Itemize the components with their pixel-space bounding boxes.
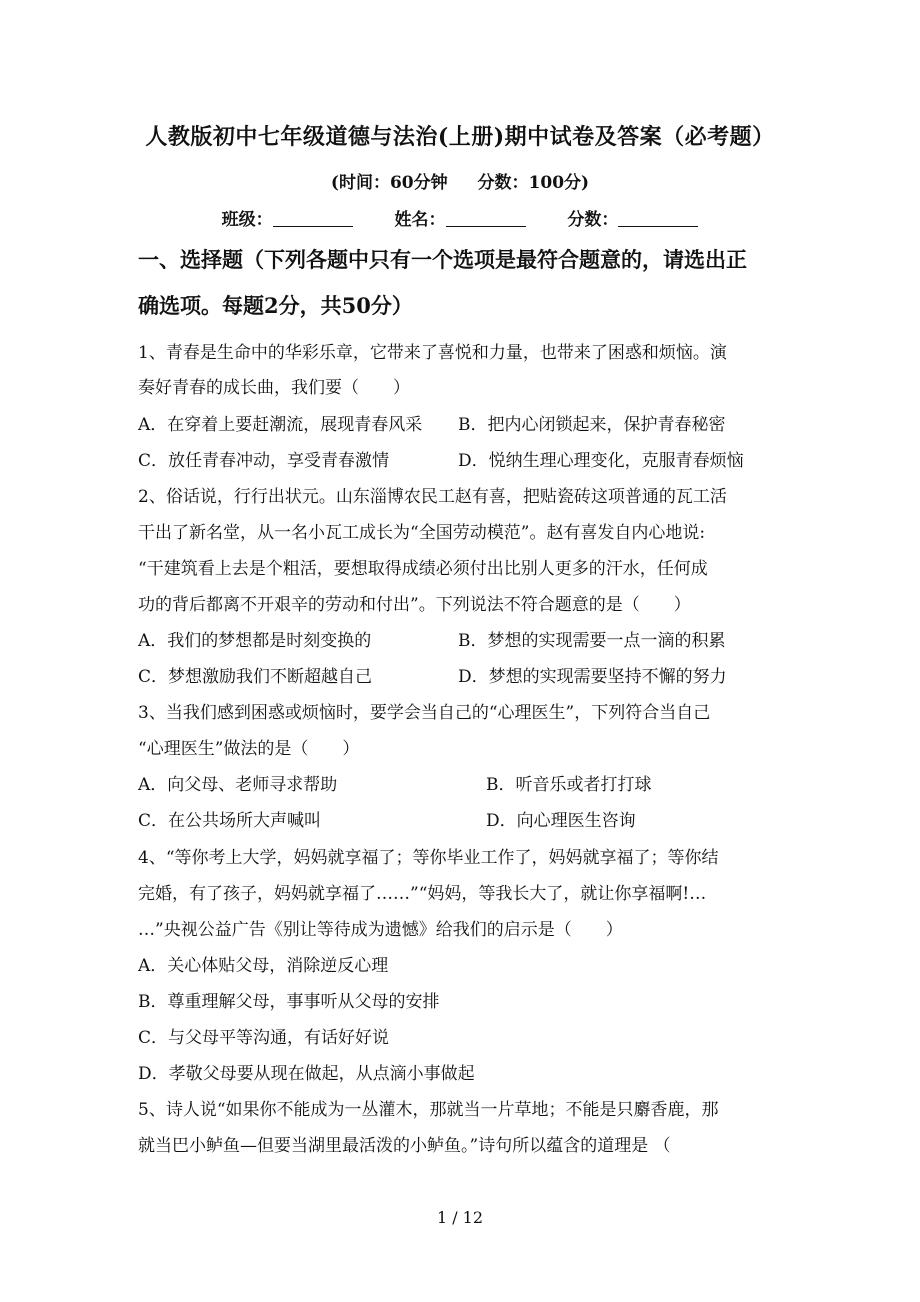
question-3-option-b[interactable]: B．听音乐或者打打球 xyxy=(486,775,652,795)
section-heading-line1: 一、选择题（下列各题中只有一个选项是最符合题意的，请选出正 xyxy=(138,247,747,272)
question-5-line2: 就当巴小鲈鱼—但要当湖里最活泼的小鲈鱼。”诗句所以蕴含的道理是 （ xyxy=(138,1136,671,1156)
question-2-line4: 功的背后都离不开艰辛的劳动和付出”。下列说法不符合题意的是（ ） xyxy=(138,595,691,615)
page-title: 人教版初中七年级道德与法治(上册)期中试卷及答案（必考题） xyxy=(145,124,775,150)
question-3-option-c[interactable]: C．在公共场所大声喊叫 xyxy=(138,811,322,831)
question-4-line2: 完婚，有了孩子，妈妈就享福了……”“妈妈，等我长大了，就让你享福啊!… xyxy=(138,884,707,904)
question-3-line2: “心理医生”做法的是（ ） xyxy=(138,739,360,759)
score-blank[interactable] xyxy=(618,210,698,227)
question-4-option-a[interactable]: A．关心体贴父母，消除逆反心理 xyxy=(138,956,389,976)
section-heading-line2: 确选项。每题2分，共50分） xyxy=(138,293,413,318)
question-2-option-c[interactable]: C．梦想激励我们不断超越自己 xyxy=(138,667,373,687)
question-4-option-d[interactable]: D．孝敬父母要从现在做起，从点滴小事做起 xyxy=(138,1064,475,1084)
question-3-option-d[interactable]: D．向心理医生咨询 xyxy=(486,811,636,831)
class-label: 班级： xyxy=(221,210,273,230)
name-label: 姓名： xyxy=(394,210,446,230)
question-5-line1: 5、诗人说“如果你不能成为一丛灌木，那就当一片草地；不能是只麝香鹿，那 xyxy=(138,1100,719,1120)
class-blank[interactable] xyxy=(273,210,353,227)
question-2-line1: 2、俗话说，行行出状元。山东淄博农民工赵有喜，把贴瓷砖这项普通的瓦工活 xyxy=(138,487,727,507)
name-field[interactable] xyxy=(395,205,526,230)
name-blank[interactable] xyxy=(446,210,526,227)
question-3-option-a[interactable]: A．向父母、老师寻求帮助 xyxy=(138,775,338,795)
question-1-option-a[interactable]: A．在穿着上要赶潮流，展现青春风采 xyxy=(138,415,423,435)
time-label: (时间：60分钟 xyxy=(330,173,448,193)
score-field[interactable] xyxy=(567,205,698,230)
question-2-line3: “干建筑看上去是个粗活，要想取得成绩必须付出比别人更多的汗水，任何成 xyxy=(138,559,708,579)
question-1-line2: 奏好青春的成长曲，我们要（ ） xyxy=(138,378,410,398)
question-1-option-c[interactable]: C．放任青春冲动，享受青春激情 xyxy=(138,451,390,471)
question-4-option-c[interactable]: C．与父母平等沟通，有话好好说 xyxy=(138,1028,390,1048)
page-number: 1 / 12 xyxy=(436,1208,484,1227)
question-4-line3: …”央视公益广告《别让等待成为遗憾》给我们的启示是（ ） xyxy=(138,920,623,940)
question-4-line1: 4、“等你考上大学，妈妈就享福了；等你毕业工作了，妈妈就享福了；等你结 xyxy=(138,848,719,868)
question-3-line1: 3、当我们感到困惑或烦恼时，要学会当自己的“心理医生”，下列符合当自己 xyxy=(138,703,711,723)
question-2-option-d[interactable]: D．梦想的实现需要坚持不懈的努力 xyxy=(458,667,727,687)
question-1-option-b[interactable]: B．把内心闭锁起来，保护青春秘密 xyxy=(458,415,726,435)
question-1-option-d[interactable]: D．悦纳生理心理变化，克服青春烦恼 xyxy=(458,451,744,471)
student-info xyxy=(0,205,920,230)
score-total-label: 分数：100分) xyxy=(477,173,590,193)
question-2-option-a[interactable]: A．我们的梦想都是时刻变换的 xyxy=(138,631,372,651)
question-2-line2: 干出了新名堂，从一名小瓦工成长为“全国劳动模范”。赵有喜发自内心地说: xyxy=(138,523,706,543)
question-4-option-b[interactable]: B．尊重理解父母，事事听从父母的安排 xyxy=(138,992,440,1012)
question-1-line1: 1、青春是生命中的华彩乐章，它带来了喜悦和力量，也带来了困惑和烦恼。演 xyxy=(138,343,727,363)
score-label: 分数： xyxy=(567,210,619,230)
question-2-option-b[interactable]: B．梦想的实现需要一点一滴的积累 xyxy=(458,631,726,651)
exam-meta xyxy=(0,168,920,193)
class-field[interactable] xyxy=(222,205,353,230)
